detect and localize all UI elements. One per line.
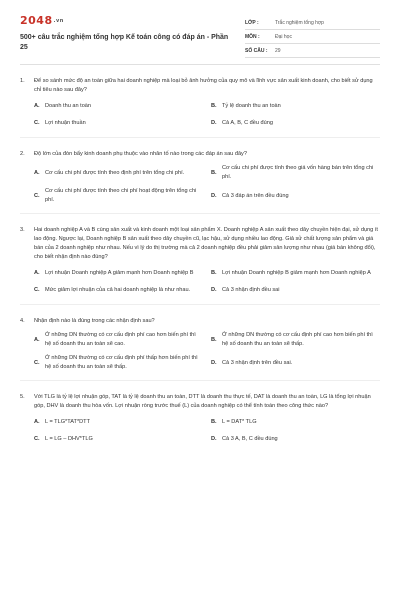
option-d[interactable] [211, 354, 380, 372]
option-d[interactable] [211, 433, 380, 445]
question-text: Độ lớn của đòn bẩy kinh doanh phụ thuộc vào nhân tố nào trong các đáp án sau đây? [34, 151, 247, 157]
option-c[interactable] [34, 187, 203, 205]
answer-options [34, 262, 380, 296]
option-letter: D. [211, 119, 217, 126]
option-letter: D. [211, 435, 217, 442]
option-text: Lợi nhuận Doanh nghiệp B giảm mạnh hơn Doanh nghiệp A [222, 269, 371, 276]
option-text: Mức giảm lợi nhuận của cả hai doanh nghiệp là như nhau. [45, 286, 191, 293]
meta-row-count [245, 44, 380, 58]
option-letter: C. [34, 286, 40, 293]
option-a[interactable] [34, 267, 203, 279]
option-a[interactable] [34, 164, 203, 182]
option-letter: C. [34, 435, 40, 442]
option-letter: D. [211, 359, 217, 366]
option-text: Cơ cấu chi phí được tính theo giá vốn hàng bán trên tổng chi phí. [222, 165, 374, 180]
site-logo[interactable] [20, 14, 235, 27]
option-letter: A. [34, 169, 40, 176]
option-a[interactable] [34, 331, 203, 349]
meta-table [245, 14, 380, 58]
option-text: Tỷ lệ doanh thu an toàn [222, 102, 281, 109]
option-letter: A. [34, 418, 40, 425]
option-d[interactable] [211, 187, 380, 205]
question-number: 4. [20, 318, 25, 324]
question-number: 3. [20, 227, 25, 233]
meta-value: Trắc nghiệm tổng hợp [275, 19, 324, 26]
option-text: Cả 3 đáp án trên đều đúng [222, 192, 289, 199]
question-3 [20, 226, 380, 305]
answer-options [34, 326, 380, 372]
question-number: 1. [20, 78, 25, 84]
question-stem [20, 150, 380, 159]
option-text: Lợi nhuận thuần [45, 119, 86, 126]
page-title: 500+ câu trắc nghiệm tổng hợp Kế toán công có đáp án - Phần 25 [20, 34, 229, 51]
option-letter: C. [34, 359, 40, 366]
option-text: L = TLG*TAT*DTT [45, 418, 91, 425]
option-a[interactable] [34, 100, 203, 112]
meta-key: SỐ CÂU : [245, 47, 268, 54]
header-left [20, 14, 235, 58]
meta-row-class [245, 16, 380, 30]
option-b[interactable] [211, 331, 380, 349]
logo-text: 2048 [20, 14, 53, 27]
option-letter: B. [211, 169, 217, 176]
question-1 [20, 77, 380, 138]
option-b[interactable] [211, 267, 380, 279]
question-4 [20, 317, 380, 381]
option-letter: B. [211, 102, 217, 109]
question-text: Hai doanh nghiệp A và B cùng sản xuất và kinh doanh một loại sản phẩm X. Doanh nghiệp A sản xuất theo dây chuyền hiện đại, sử dụng ít lao động. Ngược lại, Doanh nghiệp B sản xuất theo dây chuyền cũ, lạc hậu, sử dụng nhiều lao động. Giả sử chất lượng sản phẩm và giá bán của 2 doanh nghiệp như nhau. Nếu vì lý do thị trường mà cả 2 doanh nghiệp đều phải giảm sản lượng như nhau (giá bán không đổi), cho biết nhận định nào đúng? [34, 227, 378, 260]
option-c[interactable] [34, 433, 203, 445]
question-number: 2. [20, 151, 25, 157]
option-letter: D. [211, 192, 217, 199]
option-d[interactable] [211, 284, 380, 296]
option-text: Ở những DN thường có cơ cấu định phí cao hơn biến phí thì hệ số doanh thu an toàn sẽ cao. [45, 332, 196, 347]
option-b[interactable] [211, 416, 380, 428]
document-header [20, 14, 380, 58]
header-divider [20, 64, 380, 65]
option-b[interactable] [211, 164, 380, 182]
answer-options [34, 159, 380, 205]
meta-key: LỚP : [245, 19, 259, 26]
option-text: Ở những DN thường có cơ cấu định phí thấp hơn biến phí thì hệ số doanh thu an toàn sẽ thấp. [45, 355, 198, 370]
option-text: Cả 3 A, B, C đều đúng [222, 435, 278, 442]
question-text: Để so sánh mức độ an toàn giữa hai doanh nghiệp mà loại bỏ ảnh hưởng của quy mô và lĩnh vực sản xuất kinh doanh, cho biết sử dụng chỉ tiêu nào sau đây? [34, 78, 373, 93]
option-letter: B. [211, 336, 217, 343]
question-separator [20, 380, 380, 381]
option-text: Ở những DN thường có cơ cấu định phí cao hơn biến phí thì hệ số doanh thu an toàn sẽ thấp. [222, 332, 373, 347]
option-letter: C. [34, 119, 40, 126]
option-letter: D. [211, 286, 217, 293]
meta-row-subject [245, 30, 380, 44]
option-b[interactable] [211, 100, 380, 112]
question-stem [20, 393, 380, 411]
option-text: Cơ cấu chi phí được tính theo chi phí hoạt động trên tổng chi phí. [45, 188, 197, 203]
option-letter: C. [34, 192, 40, 199]
option-text: L = LG – DHV*TLG [45, 435, 93, 442]
question-stem [20, 226, 380, 262]
question-5 [20, 393, 380, 445]
question-2 [20, 150, 380, 214]
question-stem [20, 317, 380, 326]
option-letter: B. [211, 418, 217, 425]
option-letter: A. [34, 102, 40, 109]
option-text: Cả A, B, C đều đúng [222, 119, 273, 126]
meta-key: MÔN : [245, 33, 260, 40]
option-letter: B. [211, 269, 217, 276]
option-c[interactable] [34, 284, 203, 296]
option-c[interactable] [34, 354, 203, 372]
option-letter: A. [34, 269, 40, 276]
option-text: Cả 3 nhận định đều sai [222, 286, 280, 293]
option-text: Doanh thu an toàn [45, 102, 92, 109]
meta-value: Đại học [275, 33, 292, 40]
option-c[interactable] [34, 117, 203, 129]
question-separator [20, 213, 380, 214]
option-d[interactable] [211, 117, 380, 129]
option-text: Cả 3 nhận định trên đều sai. [222, 359, 293, 366]
option-text: Lợi nhuận Doanh nghiệp A giảm mạnh hơn Doanh nghiệp B [45, 269, 194, 276]
option-text: Cơ cấu chi phí được tính theo định phí trên tổng chi phí. [45, 169, 185, 176]
option-text: L = DAT* TLG [222, 418, 257, 425]
question-separator [20, 304, 380, 305]
answer-options [34, 95, 380, 129]
question-text: Với TLG là tỷ lệ lợi nhuận góp, TAT là tỷ lệ doanh thu an toàn, DTT là doanh thu thực tế, DAT là doanh thu an toàn, LG là tổng lợi nhuận góp, DHV là doanh thu hòa vốn. Lợi nhuận ròng trước thuế (L) của doanh nghiệp có thể tính toán theo công thức nào? [34, 394, 371, 409]
question-stem [20, 77, 380, 95]
option-letter: A. [34, 336, 40, 343]
answer-options [34, 411, 380, 445]
question-number: 5. [20, 394, 25, 400]
meta-value: 29 [275, 47, 281, 54]
question-text: Nhận định nào là đúng trong các nhận định sau? [34, 318, 155, 324]
logo-suffix: .vn [53, 18, 64, 24]
question-separator [20, 137, 380, 138]
option-a[interactable] [34, 416, 203, 428]
